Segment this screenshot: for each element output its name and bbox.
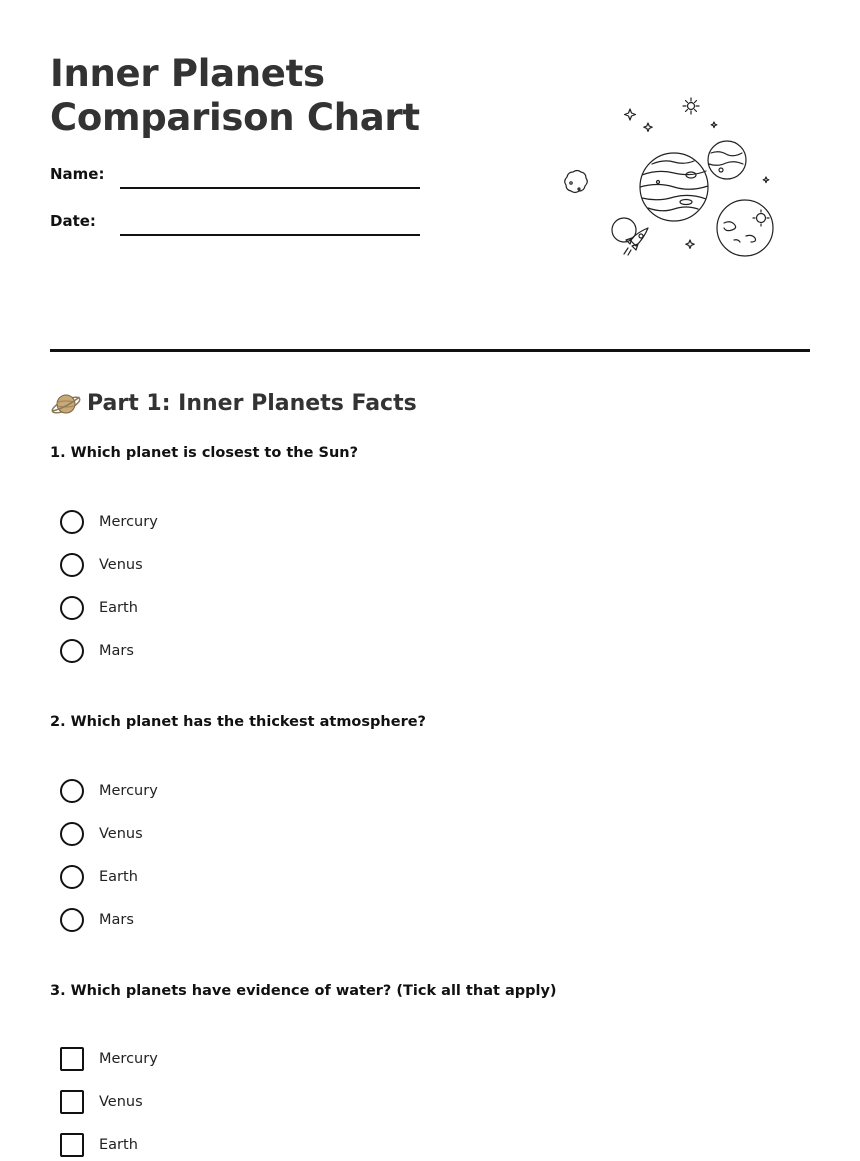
asteroid-icon bbox=[565, 171, 588, 193]
option-label: Earth bbox=[99, 600, 138, 616]
option-label: Venus bbox=[99, 1094, 143, 1110]
planets-illustration bbox=[556, 90, 786, 270]
option-label: Mercury bbox=[99, 783, 158, 799]
q3-option-mercury[interactable] bbox=[60, 1046, 158, 1072]
q3-option-venus[interactable] bbox=[60, 1089, 143, 1115]
radio-button[interactable] bbox=[60, 596, 84, 620]
banded-planet-icon bbox=[640, 153, 708, 221]
checkbox[interactable] bbox=[60, 1133, 84, 1157]
radio-button[interactable] bbox=[60, 865, 84, 889]
question-2: 2. Which planet has the thickest atmosphere? bbox=[50, 714, 426, 730]
checkbox[interactable] bbox=[60, 1047, 84, 1071]
option-label: Venus bbox=[99, 557, 143, 573]
section-title-text: Part 1: Inner Planets Facts bbox=[87, 391, 417, 416]
title-line-2: Comparison Chart bbox=[50, 96, 420, 139]
name-field[interactable] bbox=[120, 187, 420, 189]
small-planet-icon bbox=[708, 141, 746, 179]
option-label: Mercury bbox=[99, 1051, 158, 1067]
title-line-1: Inner Planets bbox=[50, 52, 325, 95]
q1-option-mercury[interactable] bbox=[60, 509, 158, 535]
option-label: Earth bbox=[99, 869, 138, 885]
question-1: 1. Which planet is closest to the Sun? bbox=[50, 445, 358, 461]
checkbox[interactable] bbox=[60, 1090, 84, 1114]
radio-button[interactable] bbox=[60, 510, 84, 534]
option-label: Mars bbox=[99, 912, 134, 928]
radio-button[interactable] bbox=[60, 822, 84, 846]
star-icon bbox=[625, 109, 769, 248]
page-title bbox=[50, 52, 420, 140]
q2-option-mars[interactable] bbox=[60, 907, 134, 933]
q1-option-venus[interactable] bbox=[60, 552, 143, 578]
cratered-planet-icon bbox=[717, 200, 773, 256]
section-divider bbox=[50, 349, 810, 352]
name-label: Name: bbox=[50, 165, 105, 183]
radio-button[interactable] bbox=[60, 639, 84, 663]
radio-button[interactable] bbox=[60, 553, 84, 577]
q1-option-earth[interactable] bbox=[60, 595, 138, 621]
option-label: Mercury bbox=[99, 514, 158, 530]
q2-option-venus[interactable] bbox=[60, 821, 143, 847]
date-field[interactable] bbox=[120, 234, 420, 236]
question-3: 3. Which planets have evidence of water? (Tick all that apply) bbox=[50, 983, 557, 999]
section-title-part1 bbox=[50, 388, 417, 420]
q2-option-earth[interactable] bbox=[60, 864, 138, 890]
ringed-planet-icon bbox=[50, 388, 82, 420]
option-label: Venus bbox=[99, 826, 143, 842]
option-label: Mars bbox=[99, 643, 134, 659]
date-label: Date: bbox=[50, 212, 96, 230]
radio-button[interactable] bbox=[60, 779, 84, 803]
sun-icon bbox=[683, 98, 699, 114]
q3-option-earth[interactable] bbox=[60, 1132, 138, 1158]
q1-option-mars[interactable] bbox=[60, 638, 134, 664]
radio-button[interactable] bbox=[60, 908, 84, 932]
q2-option-mercury[interactable] bbox=[60, 778, 158, 804]
option-label: Earth bbox=[99, 1137, 138, 1153]
